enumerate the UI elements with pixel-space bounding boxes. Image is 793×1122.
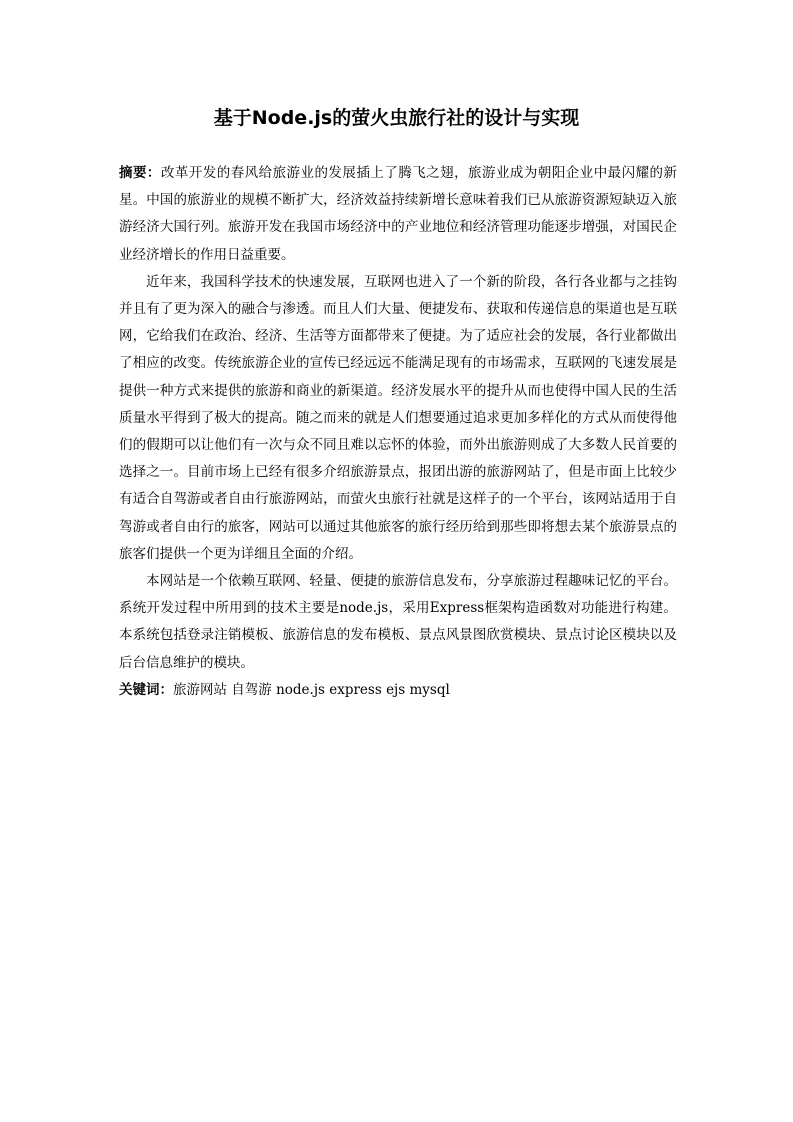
abstract-paragraph-2: 近年来，我国科学技术的快速发展，互联网也进入了一个新的阶段，各行各业都与之挂钩并且有了更为深入的融合与渗透。而且人们大量、便捷发布、获取和传递信息的渠道也是互联网，它给我们在政治、经济、生活等方面都带来了便捷。为了适应社会的发展，各行业都做出了相应的改变。传统旅游企业的宣传已经远远不能满足现有的市场需求，互联网的飞速发展是提供一种方式来提供的旅游和商业的新渠道。经济发展水平的提升从而也使得中国人民的生活质量水平得到了极大的提高。随之而来的就是人们想要通过追求更加多样化的方式从而使得他们的假期可以让他们有一次与众不同且难以忘怀的体验，而外出旅游则成了大多数人民首要的选择之一。目前市场上已经有很多介绍旅游景点，报团出游的旅游网站了，但是市面上比较少有适合自驾游或者自由行旅游网站，而萤火虫旅行社就是这样子的一个平台，该网站适用于自驾游或者自由行的旅客，网站可以通过其他旅客的旅行经历给到那些即将想去某个旅游景点的旅客们提供一个更为详细且全面的介绍。 xyxy=(119,273,677,562)
abstract-section xyxy=(119,160,677,704)
document-title: 基于Node.js的萤火虫旅行社的设计与实现 xyxy=(213,107,580,129)
keywords-text: 旅游网站 自驾游 node.js express ejs mysql xyxy=(173,681,450,698)
abstract-paragraph-3: 本网站是一个依赖互联网、轻量、便捷的旅游信息发布，分享旅游过程趣味记忆的平台。系统开发过程中所用到的技术主要是node.js，采用Express框架构造函数对功能进行构建。本系统包括登录注销模板、旅游信息的发布模板、景点风景图欣赏模块、景点讨论区模块以及后台信息维护的模块。 xyxy=(119,573,677,671)
abstract-paragraph-1 xyxy=(119,160,677,269)
keywords-label: 关键词： xyxy=(119,681,173,698)
abstract-label: 摘要： xyxy=(119,165,161,181)
abstract-text-1: 改革开发的春风给旅游业的发展插上了腾飞之翅，旅游业成为朝阳企业中最闪耀的新星。中国的旅游业的规模不断扩大，经济效益持续新增长意味着我们已从旅游资源短缺迈入旅游经济大国行列。旅游开发在我国市场经济中的产业地位和经济管理功能逐步增强，对国民企业经济增长的作用日益重要。 xyxy=(119,165,678,263)
keywords-line xyxy=(119,677,677,704)
